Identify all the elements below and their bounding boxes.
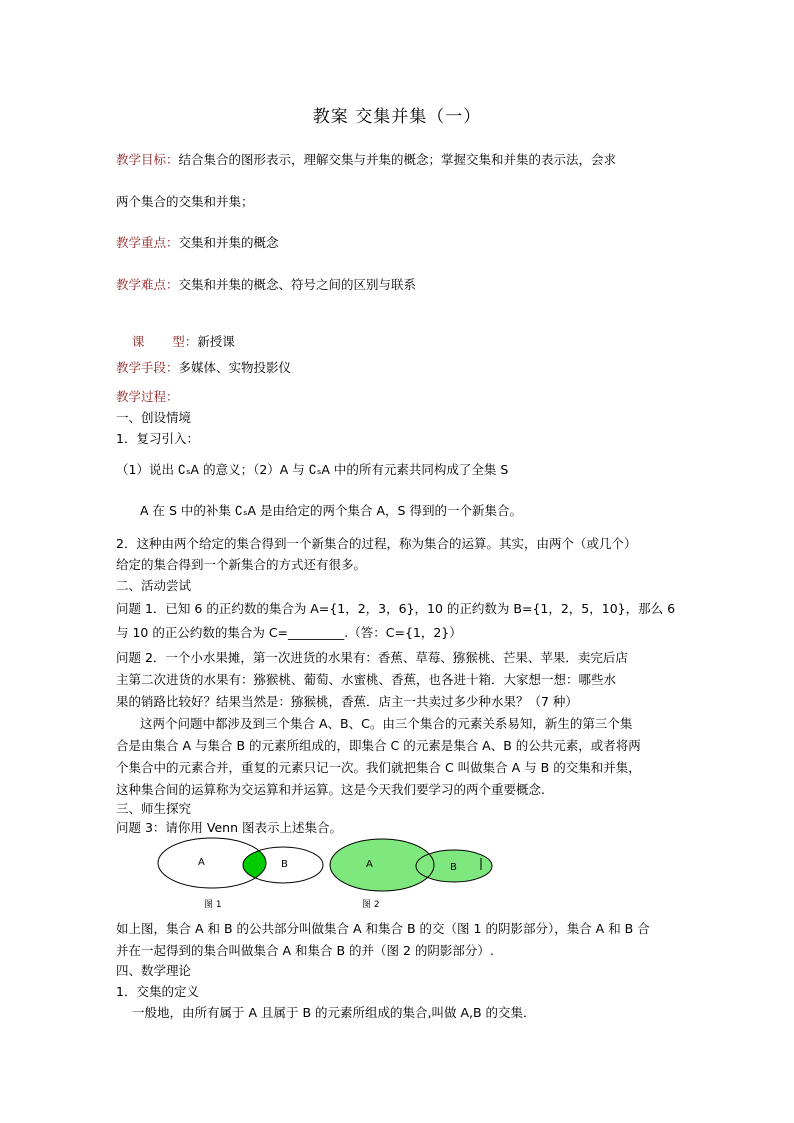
item-2-line-2: 给定的集合得到一个新集合的方式还有很多。	[116, 557, 367, 572]
lesson-type-label: 课 型：	[131, 334, 198, 349]
goals-text-2: 两个集合的交集和并集；	[116, 194, 254, 209]
difficulties-label: 教学难点：	[116, 277, 179, 292]
means-label: 教学手段：	[116, 360, 179, 375]
venn-2-label-b: B	[450, 862, 457, 873]
section-3-heading: 三、师生探究	[116, 801, 192, 816]
review-line-2: A 在 S 中的补集 ∁ₛA 是由给定的两个集合 A，S 得到的一个新集合。	[140, 503, 522, 518]
question-2-line-2: 主第二次进货的水果有：猕猴桃、葡萄、水蜜桃、香蕉，也各进十箱．大家想一想：哪些水	[116, 672, 617, 687]
process-label: 教学过程：	[116, 389, 179, 404]
item-1: 1．复习引入：	[116, 431, 199, 446]
lesson-type-text: 新授课	[197, 334, 235, 349]
paragraph-1-line-1: 这两个问题中都涉及到三个集合 A、B、C。由三个集合的元素关系易知，新生的第三个集	[140, 716, 633, 731]
section-1-heading: 一、创设情境	[116, 410, 192, 425]
review-line-1: （1）说出 ∁ₛA 的意义；（2）A 与 ∁ₛA 中的所有元素共同构成了全集 S	[116, 462, 509, 477]
venn-1-caption: 图 1	[204, 900, 222, 910]
question-2-line-1: 问题 2．一个小水果摊，第一次进货的水果有：香蕉、草莓、猕猴桃、芒果、苹果．卖完后店	[116, 650, 628, 665]
venn-2-caption: 图 2	[362, 900, 380, 910]
venn-1-label-a: A	[198, 857, 205, 868]
definition-title: 1．交集的定义	[116, 984, 199, 999]
paragraph-2-line-2: 并在一起得到的集合叫做集合 A 和集合 B 的并（图 2 的阴影部分）.	[116, 943, 494, 958]
key-points-text: 交集和并集的概念	[178, 235, 279, 250]
paragraph-2-line-1: 如上图，集合 A 和 B 的公共部分叫做集合 A 和集合 B 的交（图 1 的阴影部分），集合 A 和 B 合	[116, 921, 650, 936]
lesson-type-line	[116, 318, 235, 366]
difficulties-line	[116, 277, 416, 293]
means-text: 多媒体、实物投影仪	[178, 360, 292, 375]
key-points-line	[116, 235, 279, 251]
venn-2-label-a: A	[366, 859, 373, 870]
goals-line-1	[116, 152, 616, 168]
question-2-line-3: 果的销路比较好？结果当然是：猕猴桃，香蕉．店主一共卖过多少种水果？（7 种）	[116, 694, 578, 709]
question-1-line-1: 问题 1．已知 6 的正约数的集合为 A={1，2，3，6}，10 的正约数为 B={1，2，5，10}，那么 6	[116, 601, 676, 616]
goals-label: 教学目标：	[116, 152, 179, 167]
page-title: 教案 交集并集（一）	[312, 107, 482, 127]
section-2-heading: 二、活动尝试	[116, 578, 192, 593]
item-2-line-1: 2．这种由两个给定的集合得到一个新集合的过程，称为集合的运算。其实，由两个（或几个）	[116, 536, 637, 551]
paragraph-1-line-3: 个集合中的元素合并，重复的元素只记一次。我们就把集合 C 叫做集合 A 与 B 的交集和并集，	[116, 760, 641, 775]
section-4-heading: 四、数学理论	[116, 963, 192, 978]
difficulties-text: 交集和并集的概念、符号之间的区别与联系	[178, 277, 417, 292]
question-1-line-2: 与 10 的正公约数的集合为 C=_________.（答：C={1，2}）	[116, 625, 462, 640]
key-points-label: 教学重点：	[116, 235, 179, 250]
venn-figure-1	[158, 838, 323, 888]
paragraph-1-line-4: 这种集合间的运算称为交运算和并运算。这是今天我们要学习的两个重要概念.	[116, 782, 545, 797]
definition-text: 一般地，由所有属于 A 且属于 B 的元素所组成的集合,叫做 A,B 的交集．	[132, 1005, 536, 1020]
question-3: 问题 3：请你用 Venn 图表示上述集合。	[116, 820, 342, 835]
goals-text-1: 结合集合的图形表示，理解交集与并集的概念；掌握交集和并集的表示法，会求	[178, 152, 617, 167]
venn-figure-2	[330, 839, 492, 891]
means-line	[116, 360, 291, 376]
paragraph-1-line-2: 合是由集合 A 与集合 B 的元素所组成的，即集合 C 的元素是集合 A、B 的公共元素，或者将两	[116, 738, 641, 753]
venn-1-label-b: B	[281, 859, 288, 870]
